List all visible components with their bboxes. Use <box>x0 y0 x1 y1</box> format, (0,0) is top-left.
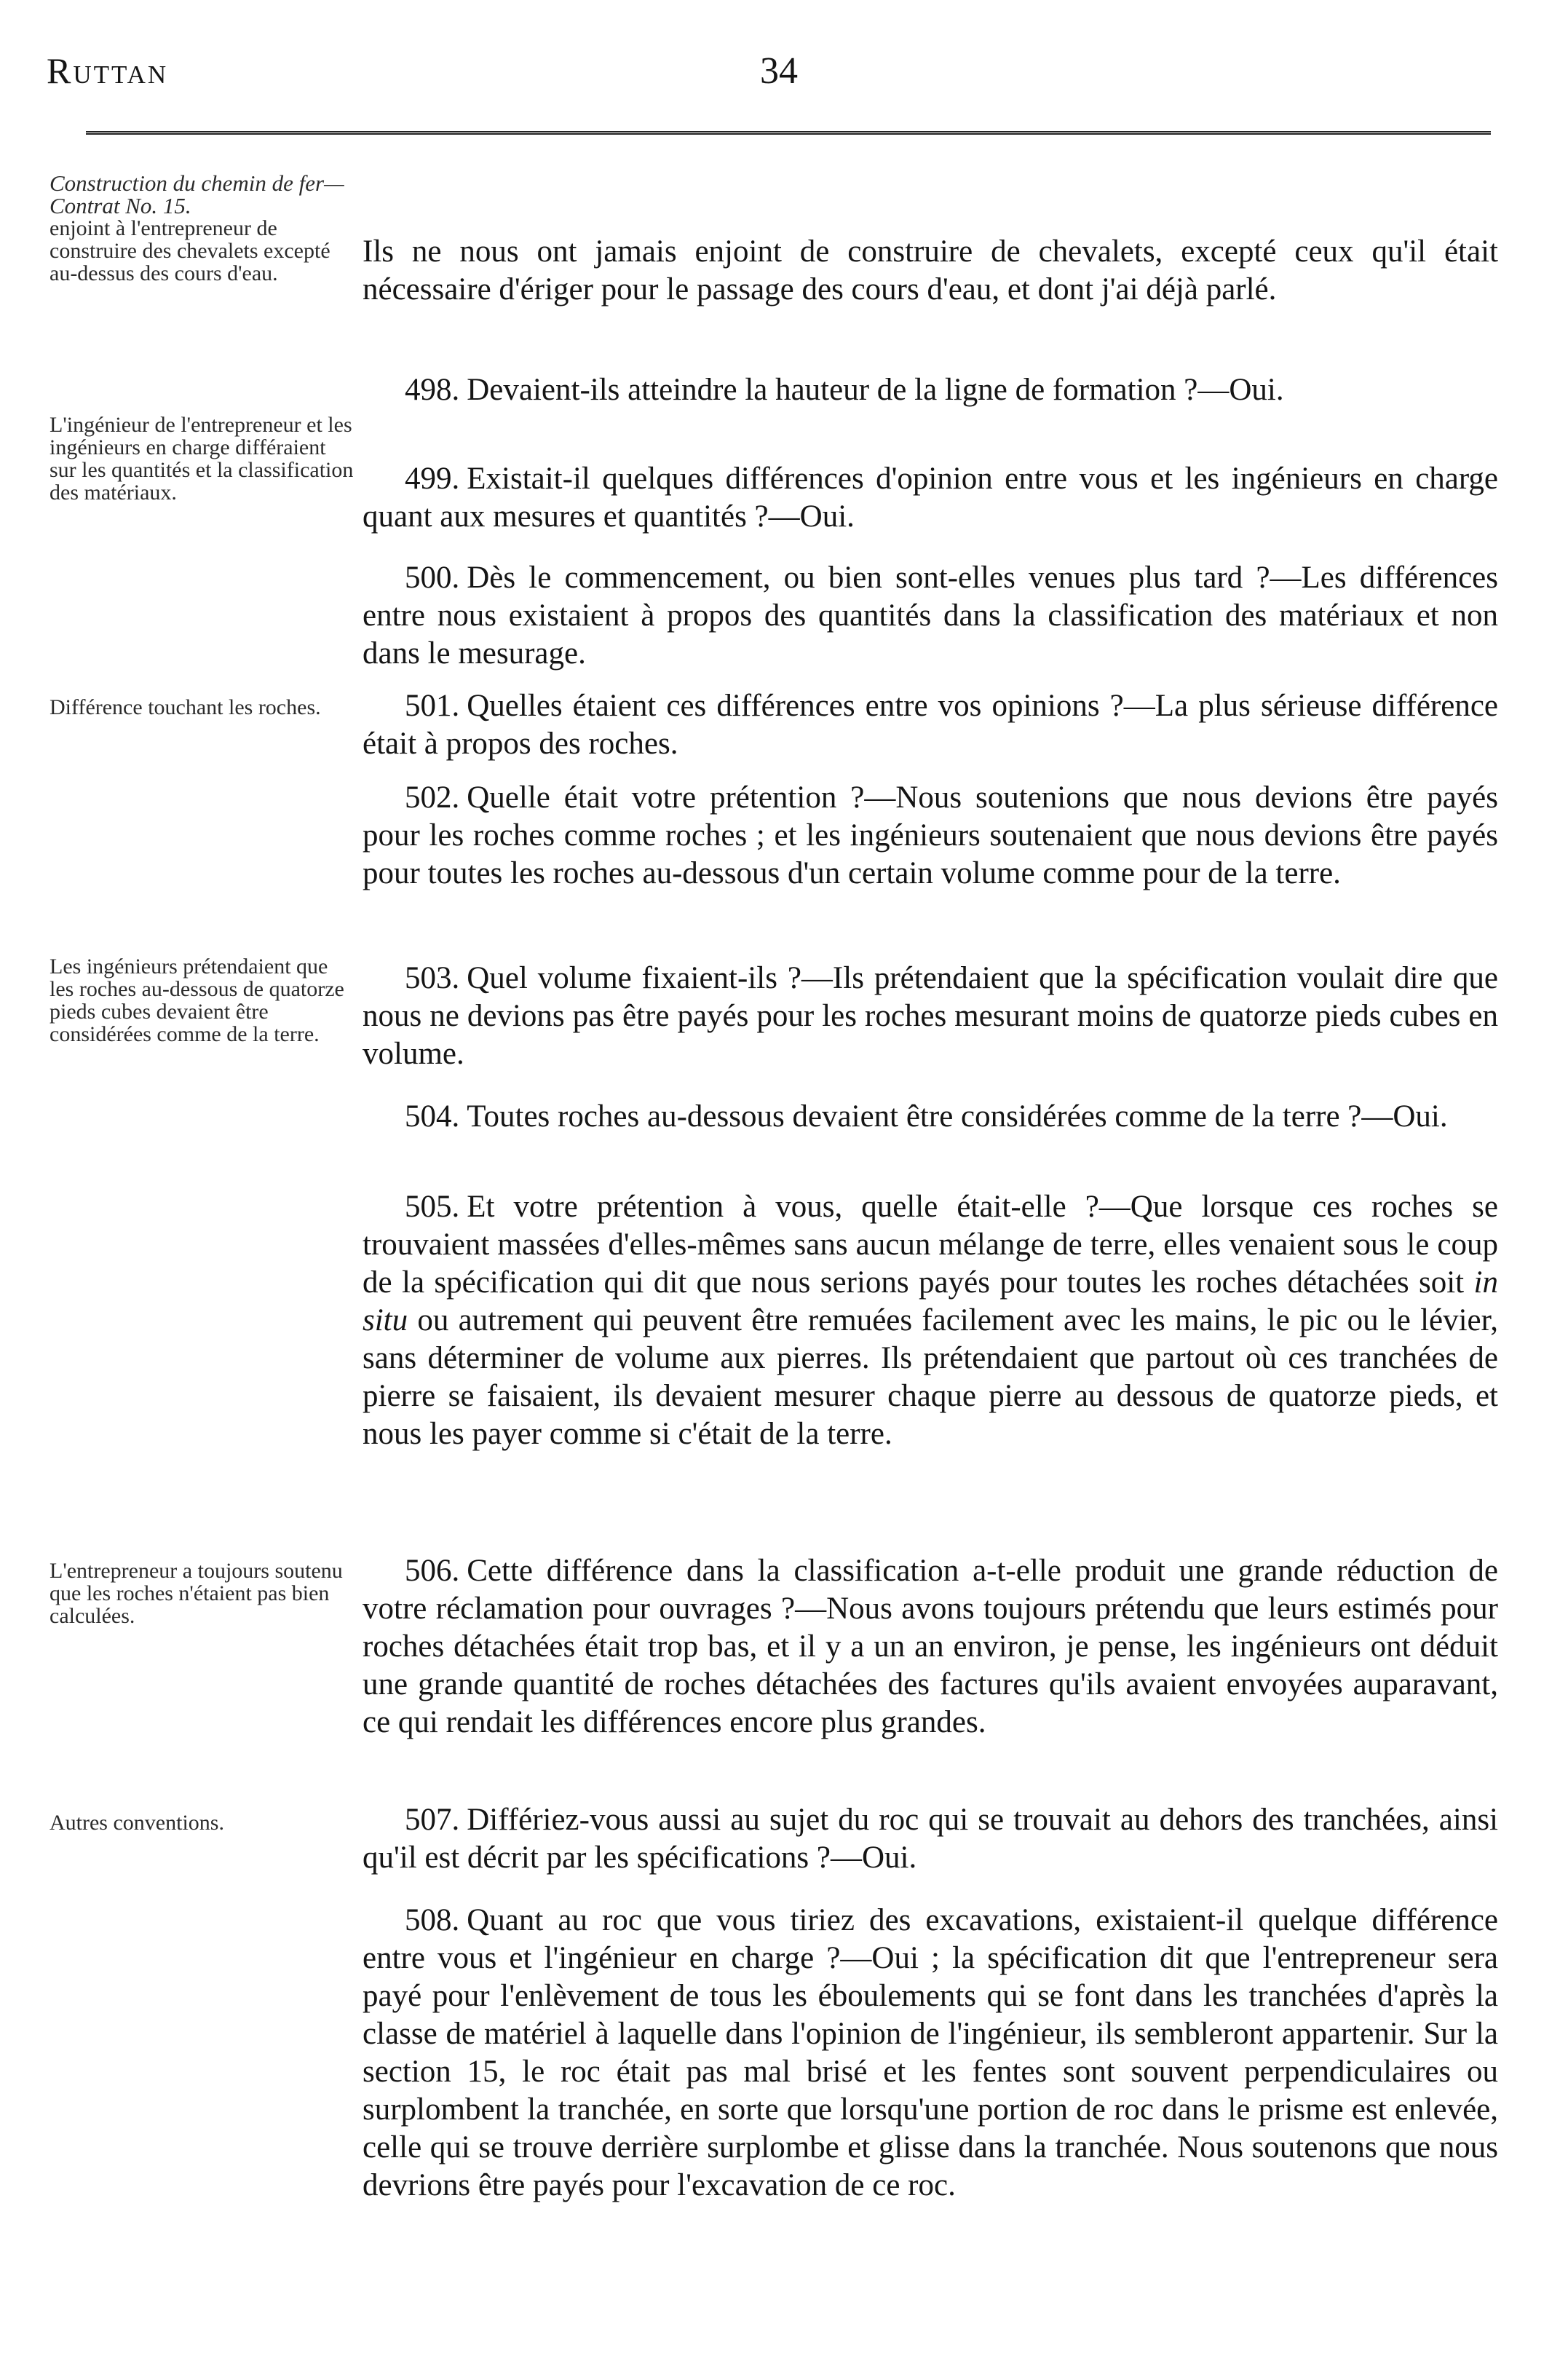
paragraph-499 <box>363 460 1498 536</box>
paragraph-text: Quelle était votre prétention ?—Nous soutenions que nous devions être payés pour les roches comme roches ; et les ingénieurs soutenaient que nous devions être payés pour toutes les roches au-dessous d'un certain volume comme pour de la terre. <box>363 780 1498 890</box>
page-number: 34 <box>760 50 798 92</box>
paragraph-500 <box>363 559 1498 673</box>
paragraph-501 <box>363 687 1498 763</box>
question-number: 503. <box>405 961 460 995</box>
sidenote-other-conventions: Autres conventions. <box>50 1811 224 1835</box>
paragraph-504 <box>363 1098 1498 1136</box>
sidenote-engineers-differed: L'ingénieur de l'entrepreneur et les ingénieurs en charge différaient sur les quantités et la classification des matériaux. <box>50 413 354 505</box>
paragraph-text: Devaient-ils atteindre la hauteur de la ligne de formation ?—Oui. <box>467 373 1284 407</box>
paragraph-507 <box>363 1801 1498 1877</box>
sidenote-contractor-maintained: L'entrepreneur a toujours soutenu que les roches n'étaient pas bien calculées. <box>50 1559 343 1628</box>
paragraph-text: Quant au roc que vous tiriez des excavations, existaient-il quelque différence entre vous et l'ingénieur en charge ?—Oui ; la spécification dit que l'entrepreneur sera payé pour l'enlèvement de tous les éboulements qui se font dans les tranchées d'après la classe de matériel à laquelle dans l'opinion de l'ingénieur, ils sembleront appartenir. Sur la section 15, le roc était pas mal brisé et les fentes sont souvent perpendiculaires ou surplombent la tranchée, en sorte que lorsqu'une portion de roc dans le prisme est enlevée, celle qui se trouve derrière surplombe et glisse dans la tranchée. Nous soutenons que nous devrions être payés pour l'excavation de ce roc. <box>363 1903 1498 2202</box>
sidenote-contract <box>50 172 355 285</box>
question-number: 500. <box>405 561 460 595</box>
paragraph-italic: in situ <box>363 1265 1498 1337</box>
paragraph-508 <box>363 1902 1498 2205</box>
paragraph-text: Toutes roches au-dessous devaient être considérées comme de la terre ?—Oui. <box>467 1099 1448 1134</box>
paragraph-text: Différiez-vous aussi au sujet du roc qui se trouvait au dehors des tranchées, ainsi qu'il est décrit par les spécifications ?—Oui. <box>363 1803 1498 1875</box>
question-number: 505. <box>405 1190 460 1224</box>
sidenote-fourteen-cubic-feet: Les ingénieurs prétendaient que les roches au-dessous de quatorze pieds cubes devaient être considérées comme de la terre. <box>50 954 344 1046</box>
question-number: 502. <box>405 780 460 815</box>
paragraph-intro: Ils ne nous ont jamais enjoint de construire de chevalets, excepté ceux qu'il était nécessaire d'ériger pour le passage des cours d'eau, et dont j'ai déjà parlé. <box>363 234 1498 307</box>
sidenote-rocks-difference: Différence touchant les roches. <box>50 695 321 719</box>
paragraph-502 <box>363 779 1498 893</box>
paragraph-text-b: ou autrement qui peuvent être remuées facilement avec les mains, le pic ou le lévier, sans déterminer de volume aux pierres. Ils prétendaient que partout où ces tranchées de pierre se faisaient, ils devaient mesurer chaque pierre au dessous de quatorze pieds, et nous les payer comme si c'était de la terre. <box>363 1303 1498 1451</box>
paragraph-text: Dès le commencement, ou bien sont-elles venues plus tard ?—Les différences entre nous existaient à propos des quantités dans la classification des matériaux et non dans le mesurage. <box>363 561 1498 671</box>
sidenote-contract-title: Construction du chemin de fer—Contrat No. 15. <box>50 170 344 218</box>
running-head: Ruttan <box>47 50 169 91</box>
paragraph-text: Cette différence dans la classification a-t-elle produit une grande réduction de votre réclamation pour ouvrages ?—Nous avons toujours prétendu que leurs estimés pour roches détachées était trop bas, et il y a un an environ, je pense, les ingénieurs ont déduit une grande quantité de roches détachées des factures qu'ils avaient envoyées auparavant, ce qui rendait les différences encore plus grandes. <box>363 1554 1498 1739</box>
paragraph-text-a: Et votre prétention à vous, quelle était-elle ?—Que lorsque ces roches se trouvaient massées d'elles-mêmes sans aucun mélange de terre, elles venaient sous le coup de la spécification qui dit que nous serions payés pour toutes les roches détachées soit <box>363 1190 1498 1300</box>
paragraph-506 <box>363 1552 1498 1742</box>
paragraph-text: Quel volume fixaient-ils ?—Ils prétendaient que la spécification voulait dire que nous ne devions pas être payés pour les roches mesurant moins de quatorze pieds cubes en volume. <box>363 961 1498 1071</box>
question-number: 501. <box>405 689 460 723</box>
question-number: 498. <box>405 373 460 407</box>
paragraph-505 <box>363 1188 1498 1453</box>
paragraph-text: Existait-il quelques différences d'opinion entre vous et les ingénieurs en charge quant aux mesures et quantités ?—Oui. <box>363 462 1498 534</box>
page-header <box>47 50 1521 100</box>
question-number: 507. <box>405 1803 460 1837</box>
paragraph-503 <box>363 960 1498 1073</box>
question-number: 504. <box>405 1099 460 1134</box>
header-rule <box>86 131 1491 135</box>
question-number: 499. <box>405 462 460 496</box>
paragraph-text: Quelles étaient ces différences entre vos opinions ?—La plus sérieuse différence était à propos des roches. <box>363 689 1498 761</box>
paragraph-498 <box>363 371 1498 409</box>
question-number: 508. <box>405 1903 460 1937</box>
question-number: 506. <box>405 1554 460 1588</box>
sidenote-contract-text: enjoint à l'entrepreneur de construire des chevalets excepté au-dessus des cours d'eau. <box>50 216 330 285</box>
